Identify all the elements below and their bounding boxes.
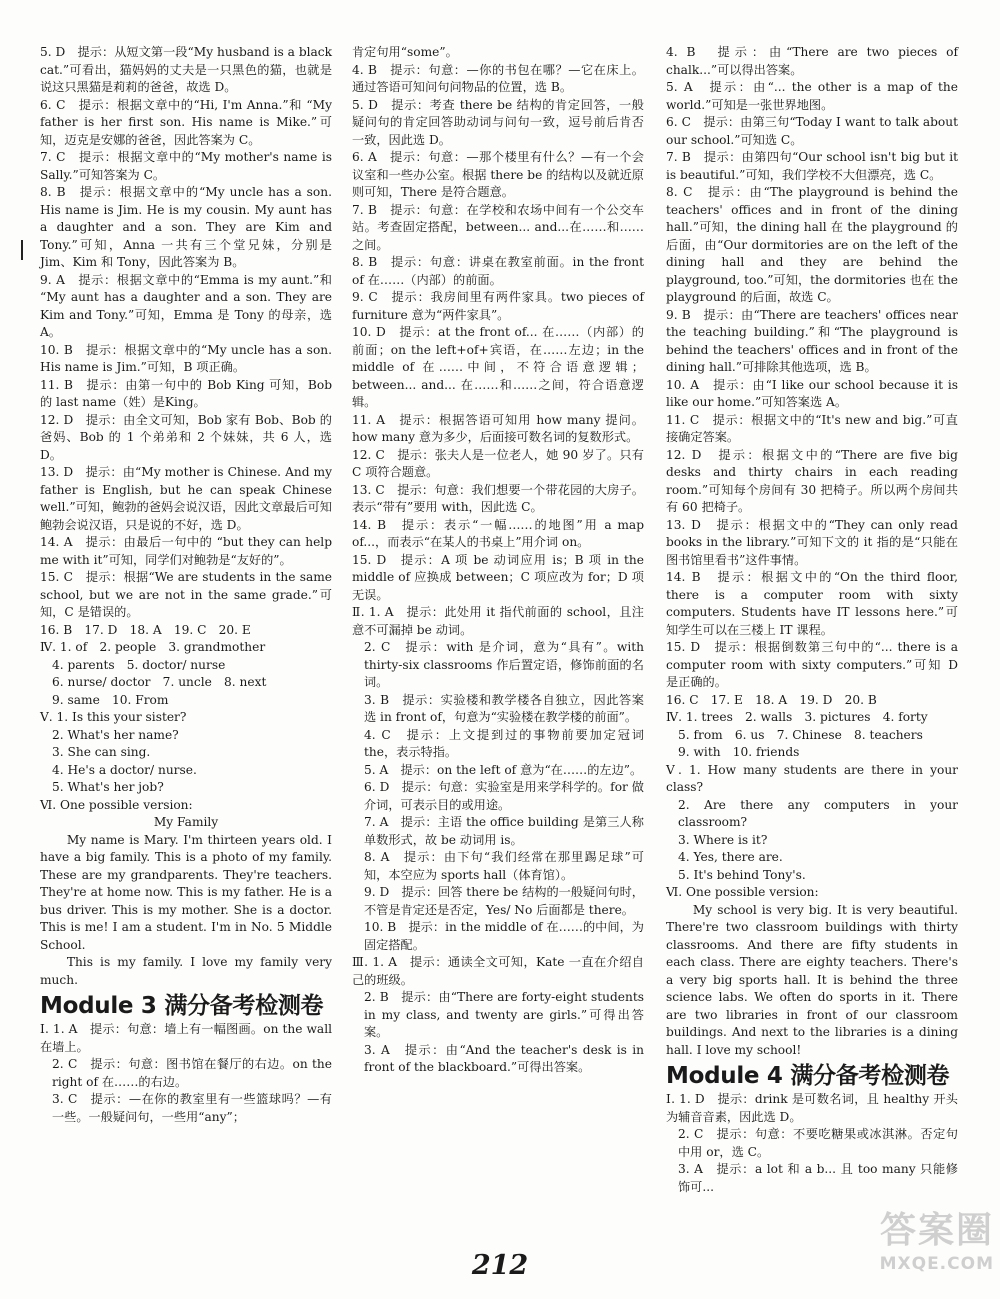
answer-paragraph: 13. C 提示：句意：我们想要一个带花园的大房子。表示“带有”要用 with，因此选 C。: [352, 482, 644, 514]
answer-paragraph: My Family: [153, 815, 219, 829]
answer-paragraph: 9. D 提示：回答 there be 结构的一般疑问句时，不管是肯定还是否定，Yes/ No 后面都是 there。: [364, 885, 644, 917]
answer-paragraph: 7. A 提示：主语 the office building 是第三人称单数形式，故 be 动词用 is。: [364, 815, 644, 847]
answer-paragraph: 8. C 提示：由“The playground is behind the teachers' offices and in front of the dining hall.”可知，the dining hall 在 the playground 的后面，由“Our dormitories are on the left of the dining hall and they are behind the playground, too.”可知，the dormitories 也在 the playground 的后面，故选 C。: [666, 185, 958, 304]
answer-paragraph: 8. B 提示：句意：讲桌在教室前面。in the front of 在……（内部）的前面。: [352, 255, 644, 287]
answer-paragraph: Ⅴ. 1. Is this your sister?: [40, 710, 187, 724]
answer-paragraph: 10. A 提示：由“I like our school because it is like our home.”可知答案选 A。: [666, 377, 958, 409]
watermark-top: 答案圈: [879, 1210, 994, 1251]
answer-paragraph: 6. C 提示：根据文章中的“Hi, I'm Anna.”和 “My father is her first son. His name is Mike.”可知，迈克是安娜的爸爸，因此答案为 C。: [40, 97, 332, 147]
answer-paragraph: 3. A 提示：由“And the teacher's desk is in front of the blackboard.”可得出答案。: [364, 1042, 644, 1074]
answer-paragraph: 6. A 提示：句意：—那个楼里有什么？—有一个会议室和一些办公室。根据 there be 的结构以及就近原则可知，There 是符合题意。: [352, 150, 644, 199]
answer-paragraph: 7. C 提示：根据文章中的“My mother's name is Sally.”可知答案为 C。: [40, 150, 332, 182]
answer-paragraph: 2. Are there any computers in your classroom?: [678, 797, 958, 829]
answer-paragraph: 16. C 17. E 18. A 19. D 20. B: [666, 692, 877, 707]
column-left: [40, 44, 332, 1126]
answer-paragraph: 4. B 提示：句意：—你的书包在哪？—它在床上。通过答语可知问句问物品的位置，选 B。: [352, 62, 644, 94]
answer-paragraph: 2. C 提示：with 是介词，意为“具有”。with thirty-six classrooms 作后置定语，修饰前面的名词。: [364, 640, 644, 689]
column-middle: [352, 44, 644, 1077]
answer-paragraph: Ⅰ. 1. D 提示：drink 是可数名词，且 healthy 开头为辅音音素，因此选 D。: [666, 1092, 958, 1124]
answer-paragraph: 4. He's a doctor/ nurse.: [52, 762, 197, 777]
answer-paragraph: 9. B 提示：由“There are teachers' offices near the teaching building.”和“The playground is behind the teachers' offices and in front of the dining hall.”可排除其他选项，选 B。: [666, 307, 958, 374]
answer-paragraph: Ⅵ. One possible version:: [40, 797, 193, 812]
answer-paragraph: Ⅱ. 1. A 提示：此处用 it 指代前面的 school，且注意不可漏掉 be 动词。: [352, 605, 644, 637]
answer-paragraph: 5. D 提示：从短文第一段“My husband is a black cat.”可看出，猫妈妈的丈夫是一只黑色的猫，也就是说这只黑猫是莉莉的爸爸，故选 D。: [40, 45, 333, 94]
answer-paragraph: 5. A 提示：on the left of 意为“在……的左边”。: [364, 762, 643, 777]
answer-paragraph: 8. A 提示：由下句“我们经常在那里踢足球”可知，本空应为 sports hall（体育馆）。: [364, 850, 644, 882]
answer-paragraph: 6. D 提示：句意：实验室是用来学科学的。for 做介词，可表示目的或用途。: [364, 780, 644, 812]
answer-paragraph: 5. A 提示：由“... the other is a map of the world.”可知是一张世界地图。: [666, 80, 958, 112]
answer-paragraph: 7. B 提示：由第四句“Our school isn't big but it is beautiful.”可知，我们学校不大但漂亮，选 C。: [666, 150, 958, 182]
answer-paragraph: 4. B 提示：由“There are two pieces of chalk...”可以得出答案。: [666, 45, 958, 77]
answer-paragraph: 3. C 提示：—在你的教室里有一些篮球吗？—有一些。一般疑问句，一些用“any”；: [52, 1092, 332, 1124]
answer-paragraph: 2. B 提示：由“There are forty-eight students in my class, and twenty are girls.”可得出答案。: [364, 990, 644, 1039]
answer-paragraph: 12. D 提示：根据文中的“There are five big desks and thirty chairs in each reading room.”可知每个房间有 30 把椅子。所以两个房间共有 60 把椅子。: [666, 447, 958, 514]
answer-paragraph: 9. C 提示：我房间里有两件家具。two pieces of furniture 意为“两件家具”。: [352, 290, 644, 322]
answer-paragraph: 14. B 提示：根据文中的“On the third floor, there is a computer room with sixty computers. Students have IT lessons here.”可知学生可以在三楼上 IT 课程。: [666, 570, 958, 637]
answer-paragraph: 4. Yes, there are.: [678, 850, 783, 864]
answer-paragraph: 13. D 提示：由“My mother is Chinese. And my father is English, but he can speak Chinese well.”可知，鲍勃的爸妈会说汉语，因此文章最后可知鲍勃会说汉语，只是说的不好，选 D。: [40, 465, 332, 532]
answer-paragraph: 肯定句用“some”。: [352, 45, 458, 59]
answer-paragraph: 10. D 提示：at the front of... 在……（内部）的前面；on the left+of+宾语，在……左边；in the middle of 在……中间，不符合语意逻辑；between... and... 在……和……之间，符合语意逻辑。: [352, 325, 644, 409]
margin-mark: [21, 240, 23, 260]
answer-paragraph: This is my family. I love my family very much.: [40, 955, 332, 987]
answer-paragraph: 10. B 提示：根据文章中的“My uncle has a son. His name is Jim.”可知，B 项正确。: [40, 342, 332, 374]
answer-paragraph: Ⅵ. One possible version:: [666, 885, 819, 899]
answer-paragraph: 4. parents 5. doctor/ nurse: [52, 657, 226, 672]
answer-paragraph: 5. from 6. us 7. Chinese 8. teachers: [678, 727, 923, 742]
answer-paragraph: Ⅴ. 1. How many students are there in your class?: [666, 762, 958, 794]
answer-paragraph: 14. B 提示：表示“一幅……的地图”用 a map of...，而表示“在某人的书桌上”用介词 on。: [352, 517, 644, 549]
answer-paragraph: 3. She can sing.: [52, 745, 151, 759]
answer-paragraph: 9. same 10. From: [52, 692, 169, 707]
column-right: [666, 44, 958, 1196]
answer-paragraph: 11. B 提示：由第一句中的 Bob King 可知，Bob 的 last name（姓）是King。: [40, 377, 332, 409]
answer-paragraph: 8. B 提示：根据文章中的“My uncle has a son. His name is Jim. He is my cousin. My aunt has a daughter and a son. They are Kim and Tony.”可知，Anna 一共有三个堂兄妹，分别是 Jim、Kim 和 Tony，因此答案为 B。: [40, 185, 332, 269]
answer-paragraph: Ⅳ. 1. trees 2. walls 3. pictures 4. forty: [666, 710, 928, 724]
answer-paragraph: 13. D 提示：根据文中的“They can only read books in the library.”可知下文的 it 指的是“只能在图书馆里看书”这件事情。: [666, 517, 958, 567]
answer-paragraph: 6. nurse/ doctor 7. uncle 8. next: [52, 675, 267, 689]
answer-paragraph: 4. C 提示：上文提到过的事物前要加定冠词 the，表示特指。: [364, 727, 644, 759]
answer-paragraph: 15. D 提示：A 项 be 动词应用 is；B 项 in the middle of 应换成 between；C 项应改为 for；D 项无误。: [352, 552, 644, 602]
answer-paragraph: 2. C 提示：句意：不要吃糖果或冰淇淋。否定句中用 or，选 C。: [678, 1127, 958, 1159]
answer-paragraph: 11. A 提示：根据答语可知用 how many 提问。how many 意为多少，后面接可数名词的复数形式。: [352, 412, 644, 444]
answer-paragraph: Ⅰ. 1. A 提示：句意：墙上有一幅图画。on the wall 在墙上。: [40, 1022, 332, 1054]
answer-paragraph: 12. C 提示：张夫人是一位老人，她 90 岁了。只有 C 项符合题意。: [352, 447, 644, 479]
answer-paragraph: 2. C 提示：句意：图书馆在餐厅的右边。on the right of 在……的右边。: [52, 1057, 332, 1089]
answer-paragraph: 2. What's her name?: [52, 727, 179, 742]
answer-paragraph: 11. C 提示：根据文中的“It's new and big.”可直接确定答案。: [666, 412, 958, 444]
answer-paragraph: 9. A 提示：根据文章中的“Emma is my aunt.”和 “My aunt has a daughter and a son. They are Kim and Tony.”可知，Emma 是 Tony 的母亲，选 A。: [40, 272, 332, 339]
answer-paragraph: 5. It's behind Tony's.: [678, 867, 806, 882]
answer-paragraph: 15. D 提示：根据倒数第三句中的“... there is a computer room with sixty computers.”可知 D 是正确的。: [666, 640, 958, 689]
answer-paragraph: Ⅲ. 1. A 提示：通读全文可知，Kate 一直在介绍自己的班级。: [352, 955, 644, 987]
answer-paragraph: 6. C 提示：由第三句“Today I want to talk about our school.”可知选 C。: [666, 115, 958, 147]
answer-paragraph: My school is very big. It is very beautiful. There're two classroom buildings with thirty classrooms. And there are fifty students in each class. There are eighty teachers. There's a very big sports hall. It is behind the three science labs. We often do sports in it. There are two libraries in front of our classroom buildings. And next to the libraries is a dining hall. I love my school!: [666, 902, 958, 1057]
watermark-logo: [829, 1209, 994, 1289]
answer-paragraph: 5. D 提示：考查 there be 结构的肯定回答，一般疑问句的肯定回答助动词与问句一致，逗号前后肯否一致，因此选 D。: [352, 97, 644, 147]
answer-paragraph: 16. B 17. D 18. A 19. C 20. E: [40, 622, 251, 637]
answer-paragraph: 12. D 提示：由全文可知，Bob 家有 Bob、Bob 的爸妈、Bob 的 1 个弟弟和 2 个妹妹，共 6 人，选 D。: [40, 412, 332, 462]
answer-paragraph: 3. A 提示：a lot 和 a b... 且 too many 只能修饰可...: [678, 1162, 958, 1194]
watermark-bottom: MXQE.COM: [879, 1254, 994, 1274]
answer-paragraph: 10. B 提示：in the middle of 在……的中间，为固定搭配。: [364, 920, 644, 952]
answer-paragraph: Ⅳ. 1. of 2. people 3. grandmother: [40, 640, 266, 654]
module-heading: Module 3 满分备考检测卷: [40, 993, 324, 1019]
module-heading: Module 4 满分备考检测卷: [666, 1063, 950, 1089]
answer-paragraph: 5. What's her job?: [52, 780, 164, 794]
answer-paragraph: 14. A 提示：由最后一句中的 “but they can help me with it”可知，同学们对鲍勃是“友好的”。: [40, 535, 332, 567]
answer-paragraph: 15. C 提示：根据“We are students in the same school, but we are not in the same grade.”可知，C 是错误的。: [40, 570, 332, 619]
answer-paragraph: 9. with 10. friends: [678, 745, 800, 759]
answer-paragraph: My name is Mary. I'm thirteen years old. I have a big family. This is a photo of my family. These are my grandparents. They're teachers. They're at home now. This is my father. He is a bus driver. This is my mother. She is a doctor. This is me! I am a student. I'm in No. 5 Middle School.: [40, 832, 332, 952]
page-number: 212: [471, 1250, 529, 1281]
answer-paragraph: 3. Where is it?: [678, 832, 768, 847]
answer-paragraph: 7. B 提示：句意：在学校和农场中间有一个公交车站。考查固定搭配，between... and...在……和……之间。: [352, 202, 644, 252]
answer-paragraph: 3. B 提示：实验楼和教学楼各自独立，因此答案选 in front of，句意为“实验楼在教学楼的前面”。: [364, 692, 644, 724]
